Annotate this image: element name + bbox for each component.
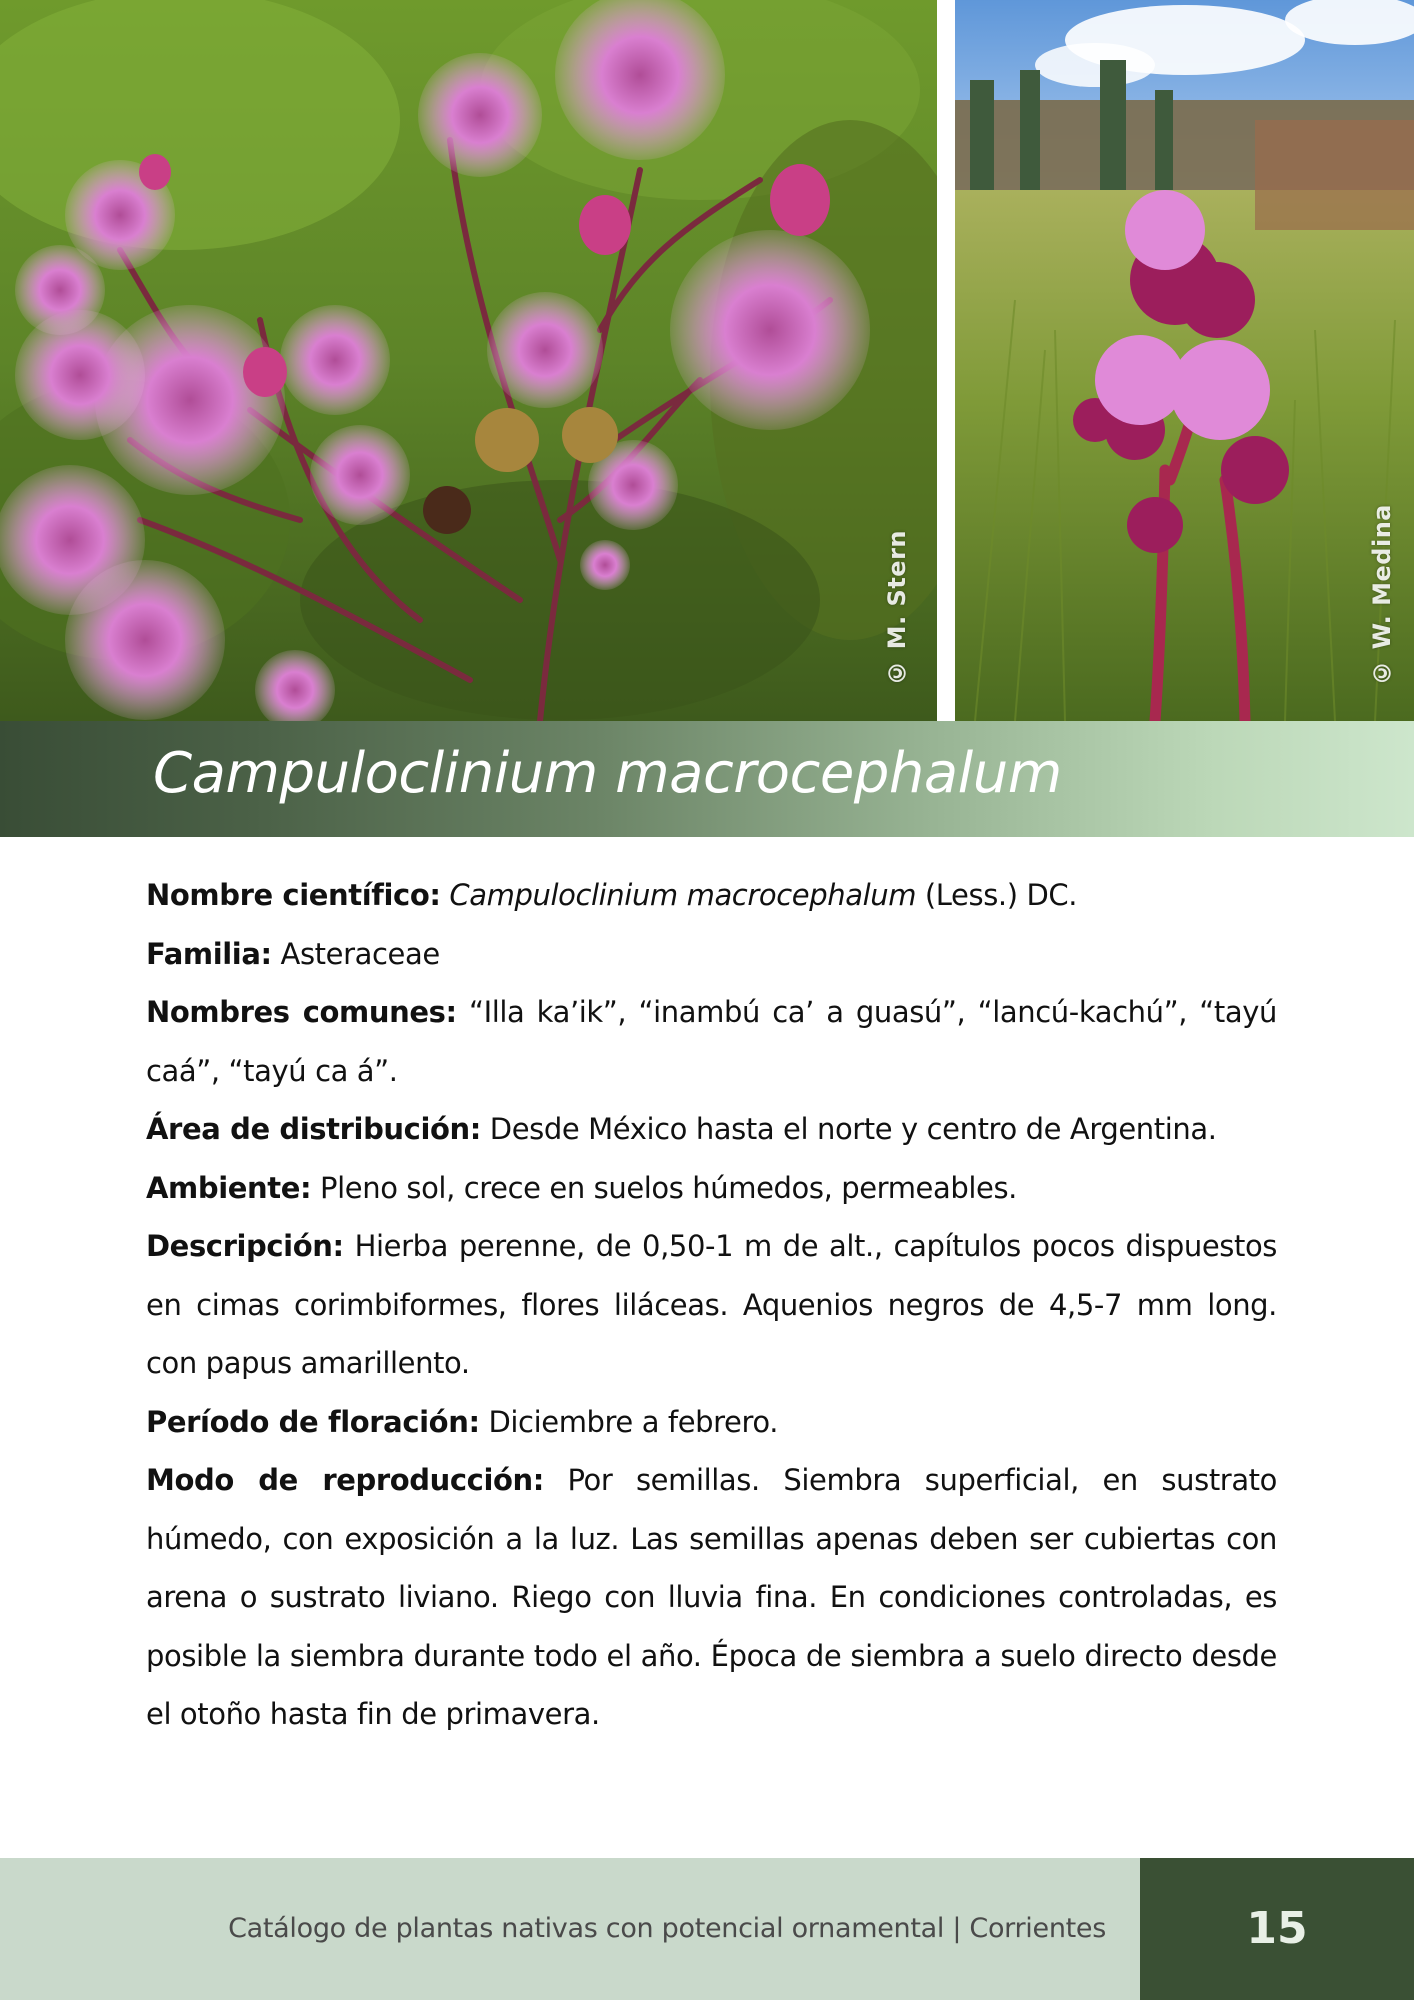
- field-nombre-cientifico: [146, 866, 1277, 925]
- field-area-distribucion: [146, 1100, 1277, 1159]
- title-bar: [0, 721, 1414, 837]
- page-number: 15: [1140, 1858, 1414, 2000]
- flower-photo-left-image: [0, 0, 937, 721]
- field-label: Ambiente:: [146, 1170, 312, 1205]
- field-value: Diciembre a febrero.: [479, 1404, 779, 1439]
- field-value: “Illa ka’ik”, “inambú ca’ a guasú”, “lancú-kachú”, “tayú caá”, “tayú ca á”.: [146, 995, 1277, 1088]
- field-ambiente: [146, 1159, 1277, 1218]
- field-label: Modo de reproducción:: [146, 1463, 544, 1497]
- field-modo-reproduccion: [146, 1451, 1277, 1744]
- photo-credit-left: © M. Stern: [883, 530, 911, 687]
- field-label: Descripción:: [146, 1229, 344, 1263]
- species-title: Campuloclinium macrocephalum: [153, 741, 1062, 806]
- photo-right: [955, 0, 1414, 721]
- field-periodo-floracion: [146, 1393, 1277, 1452]
- field-value: Desde México hasta el norte y centro de Argentina.: [480, 1112, 1217, 1146]
- field-value: Por semillas. Siembra superficial, en sustrato húmedo, con exposición a la luz. Las semillas apenas deben ser cubiertas con arena o sustrato liviano. Riego con lluvia fina. En condiciones controladas, es posible la siembra durante todo el año. Época de siembra a suelo directo desde el otoño hasta fin de primavera.: [146, 1463, 1278, 1731]
- field-value: Hierba perenne, de 0,50-1 m de alt., capítulos pocos dispuestos en cimas corimbiformes, flores liláceas. Aquenios negros de 4,5-7 mm long. con papus amarillento.: [146, 1229, 1277, 1380]
- field-nombres-comunes: [146, 983, 1277, 1100]
- flower-photo-right-image: [955, 0, 1414, 721]
- page-footer: [0, 1858, 1414, 2000]
- field-value: Asteraceae: [271, 936, 440, 971]
- field-descripcion: [146, 1217, 1277, 1393]
- field-label: Período de floración:: [146, 1404, 480, 1439]
- field-value: Pleno sol, crece en suelos húmedos, permeables.: [311, 1170, 1017, 1205]
- species-description: [146, 866, 1277, 1744]
- field-label: Área de distribución:: [146, 1112, 481, 1146]
- field-label: Nombres comunes:: [146, 995, 457, 1029]
- scientific-name: Campuloclinium macrocephalum: [449, 878, 917, 912]
- photo-left: [0, 0, 937, 721]
- photo-credit-right: © W. Medina: [1368, 504, 1396, 687]
- field-familia: [146, 925, 1277, 984]
- scientific-author: (Less.) DC.: [916, 878, 1078, 912]
- footer-catalog-title: Catálogo de plantas nativas con potencial ornamental | Corrientes: [228, 1913, 1106, 1944]
- field-label: Familia:: [146, 936, 272, 971]
- field-label: Nombre científico:: [146, 878, 441, 912]
